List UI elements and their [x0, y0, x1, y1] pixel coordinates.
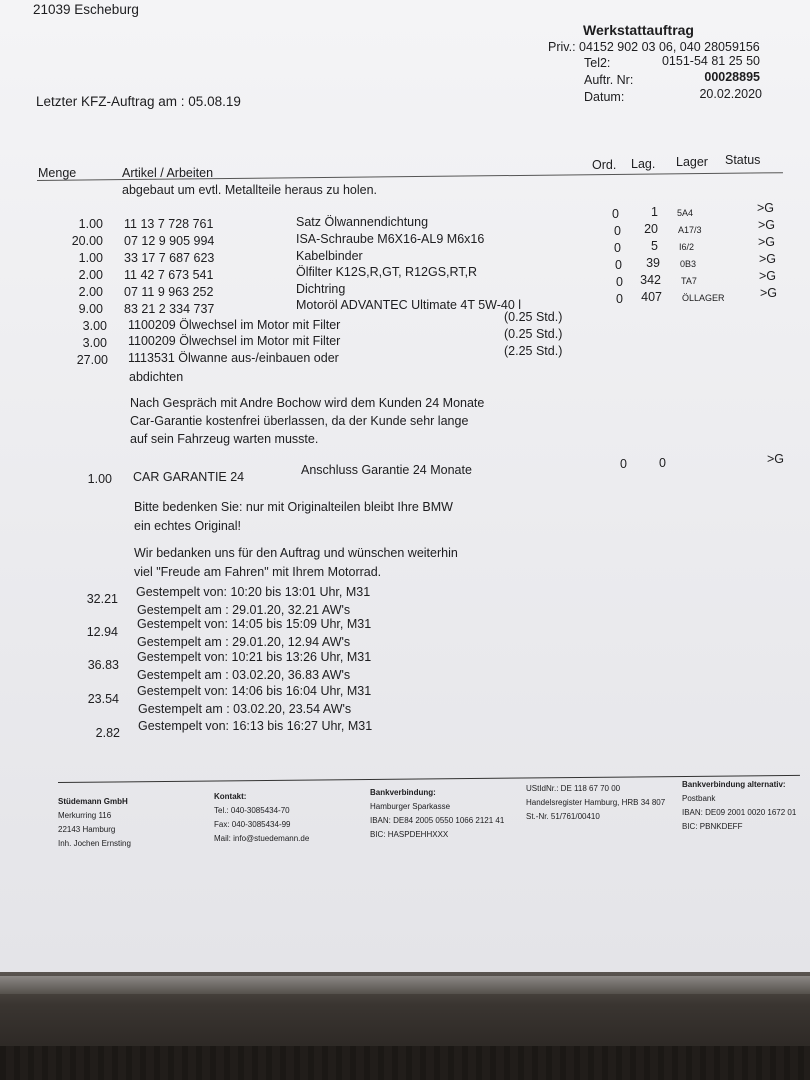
- note-line: Nach Gespräch mit Andre Bochow wird dem Kunden 24 Monate: [130, 396, 485, 410]
- col-artikel: Artikel / Arbeiten: [122, 166, 214, 180]
- labor-qty: 27.00: [76, 353, 108, 367]
- footer-line: Postbank: [682, 794, 716, 803]
- row-ord: 0: [616, 292, 623, 306]
- row-qty: 1.00: [78, 217, 103, 231]
- footer-email: Mail: info@stuedemann.de: [214, 834, 310, 843]
- col-status: Status: [725, 153, 761, 167]
- order-number-label: Auftr. Nr:: [584, 73, 634, 87]
- labor-text: 1113531 Ölwanne aus-/einbauen oder: [128, 351, 339, 365]
- stamp-from: Gestempelt von: 14:05 bis 15:09 Uhr, M31: [137, 617, 372, 631]
- stamp-from: Gestempelt von: 14:06 bis 16:04 Uhr, M31: [137, 684, 372, 698]
- note-line: Bitte bedenken Sie: nur mit Originalteilen bleibt Ihre BMW: [134, 500, 453, 514]
- row-article: 07 11 9 963 252: [124, 285, 214, 299]
- row-lag: 407: [641, 290, 662, 304]
- private-phone: Priv.: 04152 902 03 06, 040 28059156: [548, 40, 760, 54]
- footer-iban: IBAN: DE84 2005 0550 1066 2121 41: [370, 816, 505, 825]
- footer-line: Merkurring 116: [58, 811, 112, 820]
- row-desc: Anschluss Garantie 24 Monate: [301, 463, 472, 477]
- row-lag: 1: [651, 205, 658, 219]
- intro-line: abgebaut um evtl. Metallteile heraus zu holen.: [122, 183, 378, 197]
- stamp-hours: 2.82: [95, 726, 120, 740]
- row-qty: 2.00: [78, 268, 103, 282]
- note-line: Wir bedanken uns für den Auftrag und wünschen weiterhin: [134, 546, 458, 560]
- row-article: 33 17 7 687 623: [124, 251, 215, 265]
- row-lag: 342: [640, 273, 661, 287]
- footer-bic: BIC: PBNKDEFF: [682, 822, 743, 831]
- paper-edge: [0, 976, 810, 994]
- order-date: 20.02.2020: [699, 87, 762, 101]
- row-qty: 9.00: [78, 302, 103, 316]
- row-article: 07 12 9 905 994: [124, 234, 215, 248]
- row-qty: 2.00: [78, 285, 103, 299]
- stamp-hours: 23.54: [87, 692, 119, 706]
- row-desc: Dichtring: [296, 282, 346, 296]
- row-status: >G: [757, 201, 775, 215]
- footer-line: 22143 Hamburg: [58, 825, 116, 834]
- row-desc: Kabelbinder: [296, 249, 363, 263]
- row-ord: 0: [615, 258, 622, 272]
- labor-hours: (0.25 Std.): [504, 310, 563, 324]
- row-lager: 0B3: [680, 259, 697, 269]
- footer-register: Handelsregister Hamburg, HRB 34 807: [526, 798, 666, 807]
- row-ord: 0: [614, 224, 621, 238]
- table-wood-grain: [0, 1046, 810, 1080]
- col-lager: Lager: [676, 155, 708, 169]
- stamp-from: Gestempelt von: 10:20 bis 13:01 Uhr, M31: [136, 585, 371, 599]
- labor-qty: 3.00: [82, 319, 107, 333]
- stamp-hours: 36.83: [87, 658, 119, 672]
- footer-heading: Bankverbindung:: [370, 788, 436, 797]
- date-label: Datum:: [584, 90, 625, 104]
- footer-tax-number: St.-Nr. 51/761/00410: [526, 812, 600, 821]
- stamp-hours: 32.21: [86, 592, 118, 606]
- footer-heading: Bankverbindung alternativ:: [682, 780, 786, 789]
- footer-line: Hamburger Sparkasse: [370, 802, 451, 811]
- col-ord: Ord.: [592, 158, 617, 172]
- row-qty: 1.00: [87, 472, 112, 486]
- row-article: CAR GARANTIE 24: [133, 470, 245, 484]
- row-lag: 20: [644, 222, 658, 236]
- row-lager: TA7: [681, 276, 697, 286]
- row-article: 83 21 2 334 737: [124, 302, 215, 316]
- row-ord: 0: [620, 457, 627, 471]
- row-status: >G: [759, 252, 777, 266]
- labor-text: 1100209 Ölwechsel im Motor mit Filter: [128, 334, 341, 348]
- col-lag: Lag.: [631, 157, 656, 171]
- footer-heading: Kontakt:: [214, 792, 247, 801]
- stamp-date: Gestempelt am : 29.01.20, 32.21 AW's: [137, 603, 351, 617]
- row-status: >G: [759, 269, 777, 283]
- stamp-date: Gestempelt am : 03.02.20, 23.54 AW's: [138, 702, 352, 716]
- row-status: >G: [758, 235, 776, 249]
- row-lag: 5: [651, 239, 658, 253]
- note-line: auf sein Fahrzeug warten musste.: [130, 432, 319, 446]
- row-ord: 0: [616, 275, 623, 289]
- row-status: >G: [760, 286, 778, 300]
- row-lag: 0: [659, 456, 666, 470]
- document-title: Werkstattauftrag: [583, 22, 694, 38]
- row-status: >G: [758, 218, 776, 232]
- labor-qty: 3.00: [82, 336, 107, 350]
- row-lager: I6/2: [679, 242, 695, 252]
- row-desc: ISA-Schraube M6X16-AL9 M6x16: [296, 232, 485, 246]
- row-desc: Motoröl ADVANTEC Ultimate 4T 5W-40 l: [296, 298, 522, 312]
- note-line: viel "Freude am Fahren" mit Ihrem Motorrad.: [134, 565, 382, 579]
- customer-city: 21039 Escheburg: [33, 2, 139, 17]
- labor-text: 1100209 Ölwechsel im Motor mit Filter: [128, 318, 341, 332]
- footer-iban: IBAN: DE09 2001 0020 1672 01: [682, 808, 797, 817]
- tel2-label: Tel2:: [584, 56, 611, 70]
- footer-fax: Fax: 040-3085434-99: [214, 820, 291, 829]
- row-ord: 0: [614, 241, 621, 255]
- row-qty: 1.00: [78, 251, 103, 265]
- note-line: Car-Garantie kostenfrei überlassen, da der Kunde sehr lange: [130, 414, 469, 428]
- stamp-hours: 12.94: [86, 625, 118, 639]
- row-lager: 5A4: [677, 208, 694, 218]
- row-article: 11 42 7 673 541: [124, 268, 214, 282]
- labor-text-continued: abdichten: [129, 370, 184, 384]
- note-line: ein echtes Original!: [134, 519, 242, 533]
- col-menge: Menge: [38, 166, 77, 180]
- tel2-value: 0151-54 81 25 50: [661, 54, 760, 68]
- footer-vat-id: UStIdNr.: DE 118 67 70 00: [526, 784, 621, 793]
- row-lager: ÖLLAGER: [682, 293, 725, 303]
- labor-hours: (0.25 Std.): [504, 327, 563, 341]
- row-status: >G: [767, 452, 785, 466]
- last-order-date: Letzter KFZ-Auftrag am : 05.08.19: [36, 94, 241, 109]
- row-ord: 0: [612, 207, 619, 221]
- row-desc: Ölfilter K12S,R,GT, R12GS,RT,R: [296, 265, 478, 279]
- order-number: 00028895: [704, 70, 760, 84]
- footer-line: Inh. Jochen Ernsting: [58, 839, 131, 848]
- stamp-from: Gestempelt von: 10:21 bis 13:26 Uhr, M31: [137, 650, 372, 664]
- footer-phone: Tel.: 040-3085434-70: [214, 806, 290, 815]
- row-article: 11 13 7 728 761: [124, 217, 214, 231]
- labor-hours: (2.25 Std.): [504, 344, 563, 358]
- footer-company-name: Stüdemann GmbH: [58, 797, 128, 806]
- stamp-date: Gestempelt am : 29.01.20, 12.94 AW's: [137, 635, 351, 649]
- row-lag: 39: [646, 256, 660, 270]
- row-lager: A17/3: [678, 225, 702, 235]
- row-desc: Satz Ölwannendichtung: [296, 215, 429, 229]
- footer-bic: BIC: HASPDEHHXXX: [370, 830, 449, 839]
- stamp-date: Gestempelt am : 03.02.20, 36.83 AW's: [137, 668, 351, 682]
- stamp-from: Gestempelt von: 16:13 bis 16:27 Uhr, M31: [138, 719, 373, 733]
- row-qty: 20.00: [71, 234, 103, 248]
